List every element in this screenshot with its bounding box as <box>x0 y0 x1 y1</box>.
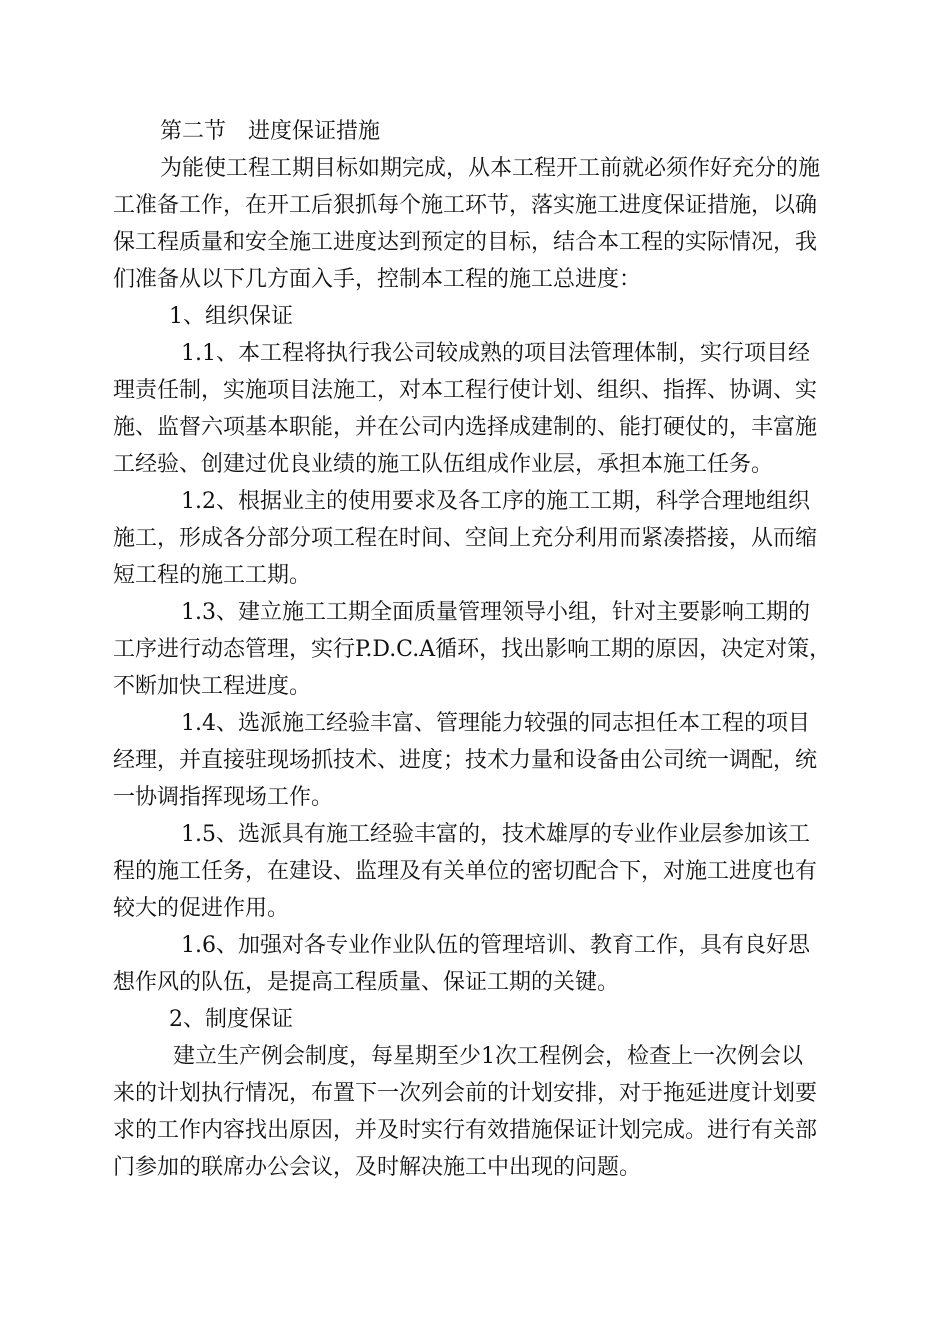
paragraph-line: 1.6、加强对各专业作业队伍的管理培训、教育工作，具有良好思 <box>181 933 810 958</box>
paragraph-line: 求的工作内容找出原因，并及时实行有效措施保证计划完成。进行有关部 <box>113 1118 818 1143</box>
paragraph-line: 施工，形成各分部分项工程在时间、空间上充分利用而紧凑搭接，从而缩 <box>113 526 818 551</box>
paragraph-line: 1.2、根据业主的使用要求及各工序的施工工期，科学合理地组织 <box>181 489 810 514</box>
heading-organization: 1、组织保证 <box>169 304 293 329</box>
item-1-4 <box>113 705 843 816</box>
paragraph-line: 来的计划执行情况，布置下一次列会前的计划安排，对于拖延进度计划要 <box>113 1081 818 1106</box>
paragraph-line: 施、监督六项基本职能，并在公司内选择成建制的、能打硬仗的，丰富施 <box>113 415 818 440</box>
paragraph-line: 较大的促进作用。 <box>113 896 290 921</box>
paragraph-line: 保工程质量和安全施工进度达到预定的目标，结合本工程的实际情况，我 <box>113 230 818 255</box>
paragraph-line: 1.5、选派具有施工经验丰富的，技术雄厚的专业作业层参加该工 <box>181 822 810 847</box>
paragraph-line: 1.4、选派施工经验丰富、管理能力较强的同志担任本工程的项目 <box>181 711 810 736</box>
item-1-1 <box>113 335 843 483</box>
paragraph-line: 为能使工程工期目标如期完成，从本工程开工前就必须作好充分的施 <box>160 156 821 181</box>
paragraph-line: 不断加快工程进度。 <box>113 674 312 699</box>
item-1-6 <box>113 927 843 1001</box>
paragraph-line: 们准备从以下几方面入手，控制本工程的施工总进度： <box>113 267 642 292</box>
paragraph-line: 工经验、创建过优良业绩的施工队伍组成作业层，承担本施工任务。 <box>113 452 774 477</box>
paragraph-line: 理责任制，实施项目法施工，对本工程行使计划、组织、指挥、协调、实 <box>113 378 818 403</box>
document-body <box>113 113 843 1186</box>
paragraph-line: 工序进行动态管理，实行P.D.C.A循环，找出影响工期的原因，决定对策， <box>113 637 832 662</box>
item-1-3 <box>113 594 843 705</box>
system-paragraph <box>113 1038 843 1186</box>
paragraph-line: 1.3、建立施工工期全面质量管理领导小组，针对主要影响工期的 <box>181 600 810 625</box>
paragraph-line: 1.1、本工程将执行我公司较成熟的项目法管理体制，实行项目经 <box>181 341 810 366</box>
paragraph-line: 想作风的队伍，是提高工程质量、保证工期的关键。 <box>113 970 620 995</box>
intro-paragraph <box>113 150 843 298</box>
paragraph-line: 一协调指挥现场工作。 <box>113 785 334 810</box>
paragraph-line: 经理，并直接驻现场抓技术、进度；技术力量和设备由公司统一调配，统 <box>113 748 818 773</box>
section-title-text: 进度保证措施 <box>248 119 381 144</box>
paragraph-line: 工准备工作，在开工后狠抓每个施工环节，落实施工进度保证措施，以确 <box>113 193 818 218</box>
section-number: 第二节 <box>160 119 227 144</box>
item-1-5 <box>113 816 843 927</box>
paragraph-line: 门参加的联席办公会议，及时解决施工中出现的问题。 <box>113 1155 642 1180</box>
paragraph-line: 程的施工任务，在建设、监理及有关单位的密切配合下，对施工进度也有 <box>113 859 818 884</box>
section-title <box>113 113 843 150</box>
paragraph-line: 建立生产例会制度，每星期至少1次工程例会，检查上一次例会以 <box>173 1044 803 1069</box>
heading-system: 2、制度保证 <box>169 1007 293 1032</box>
item-1-2 <box>113 483 843 594</box>
paragraph-line: 短工程的施工工期。 <box>113 563 312 588</box>
